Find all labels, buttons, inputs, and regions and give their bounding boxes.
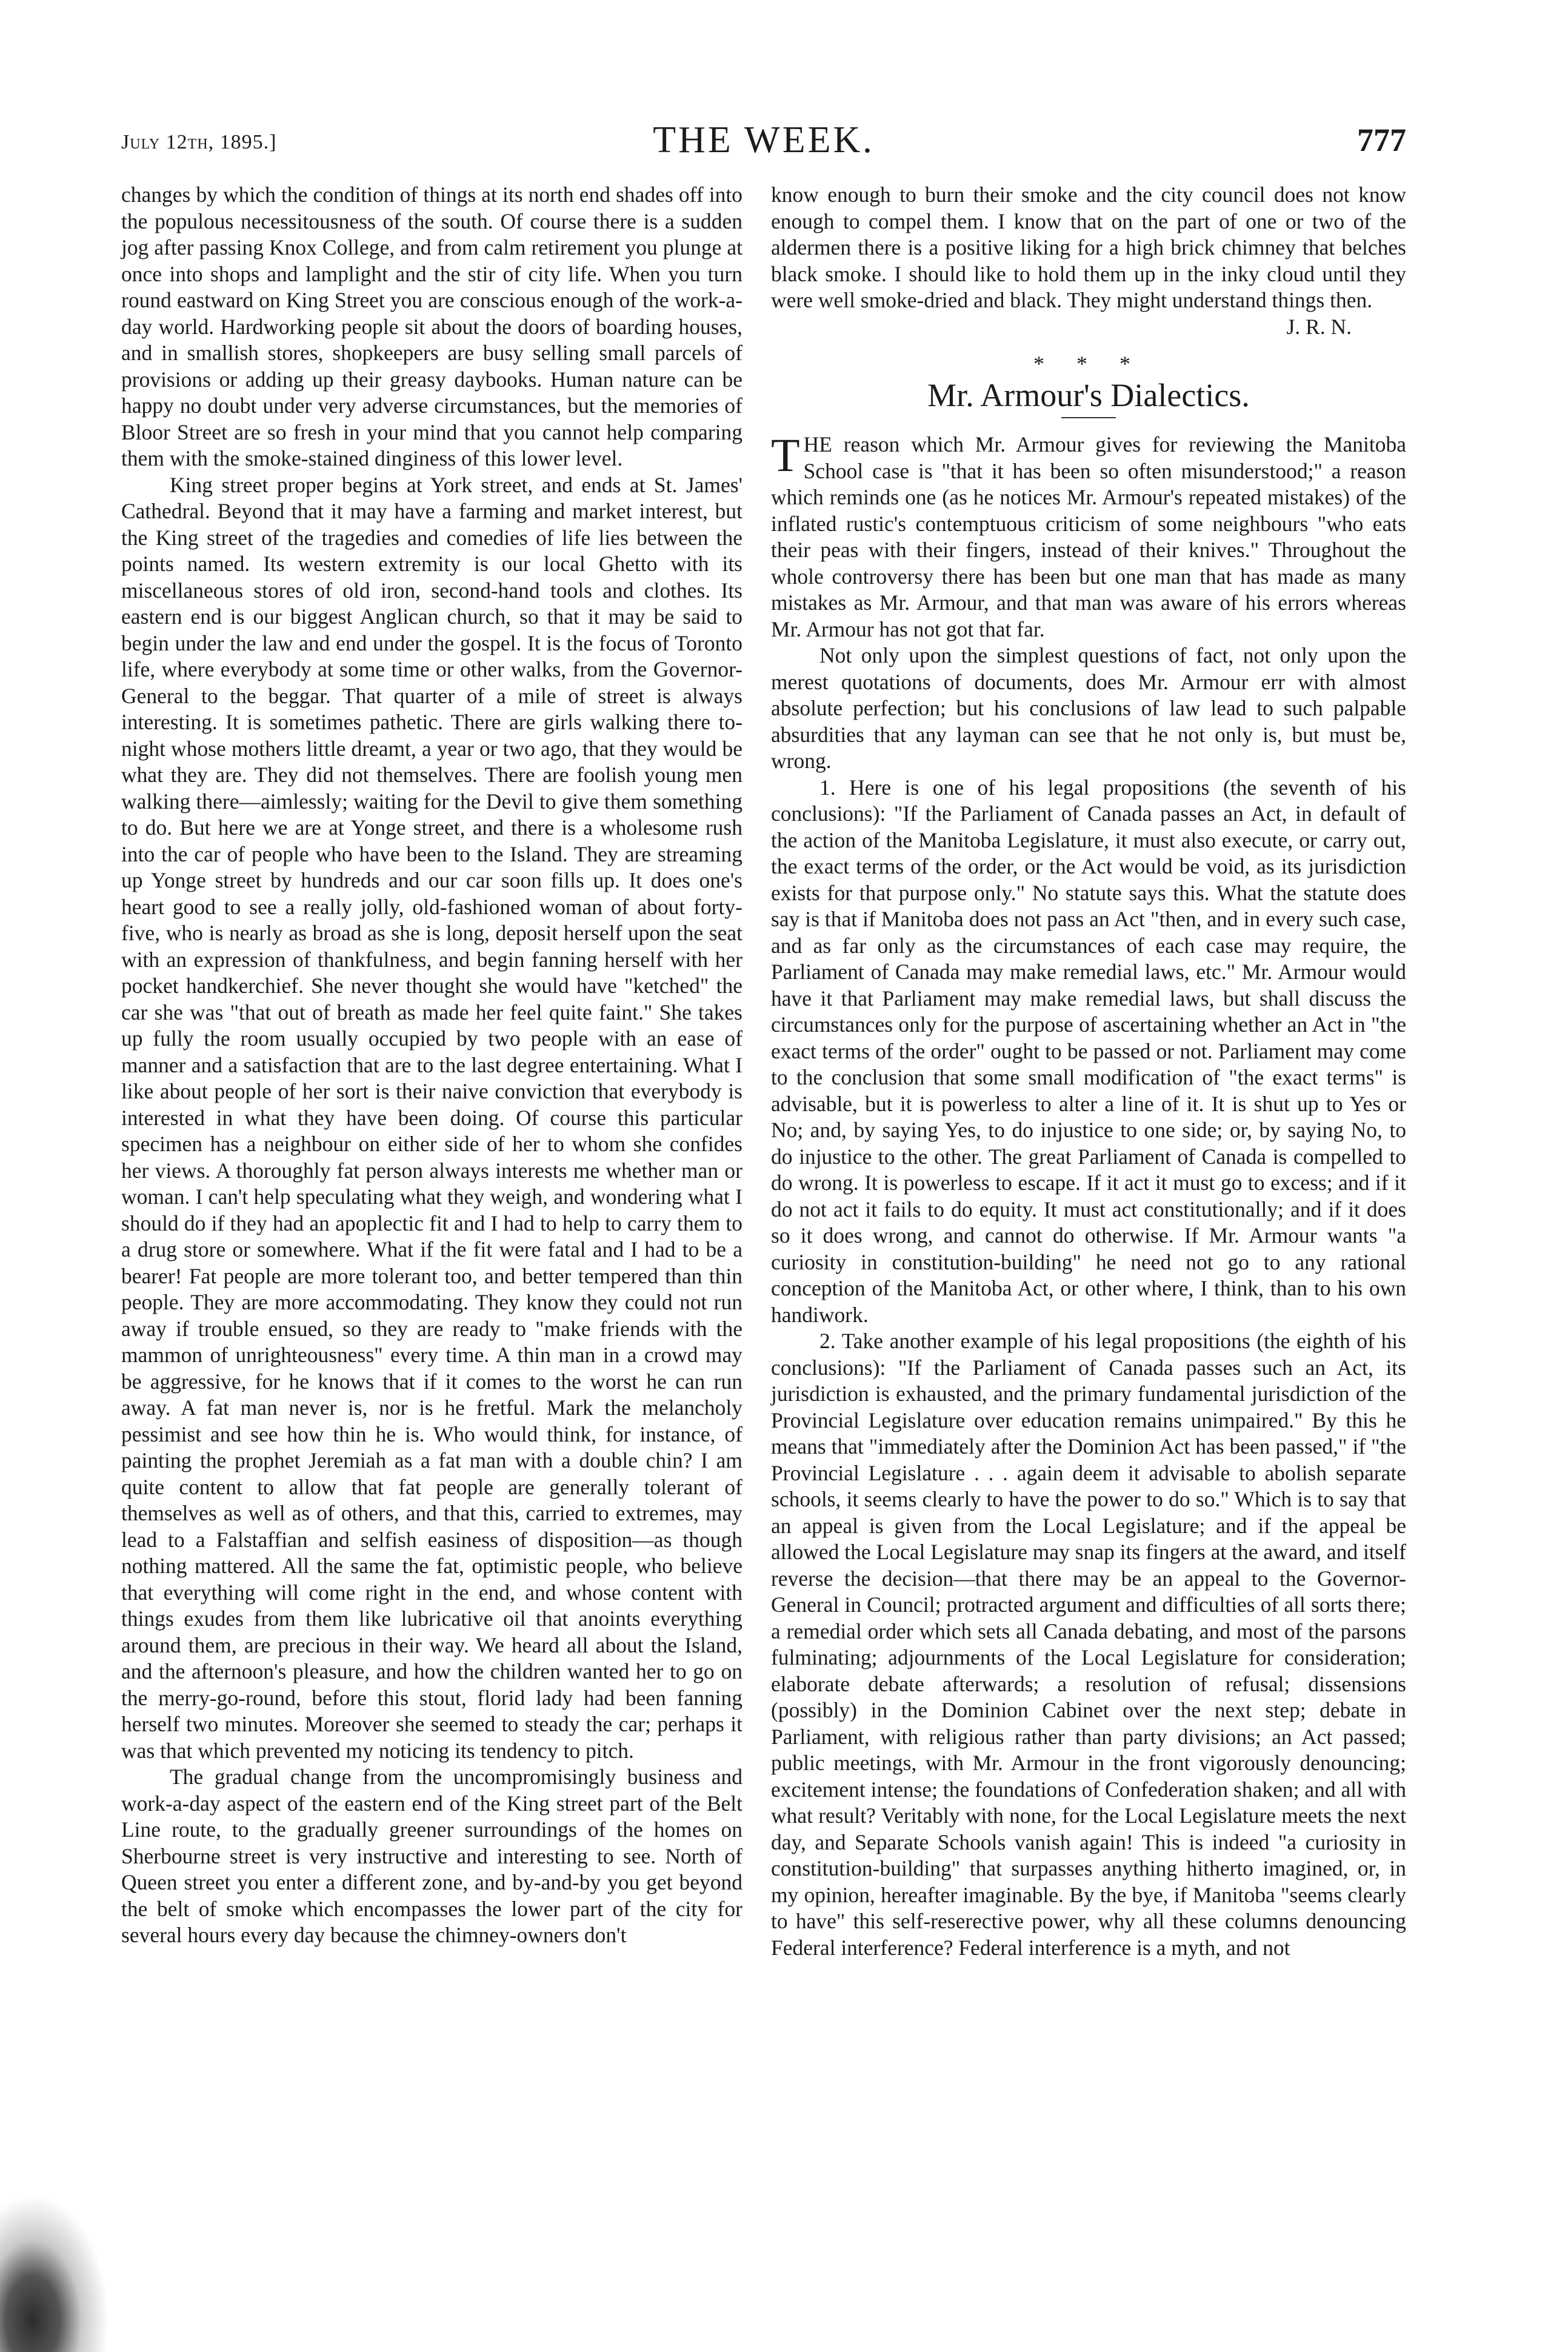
title-rule (1061, 417, 1116, 418)
article-paragraph-1: THE reason which Mr. Armour gives for reviewing the Manitoba School case is "that it has been so often misunderstood;" a reason which reminds one (as he notices Mr. Armour's repeated mistakes) of the inflated rustic's contemptuous criticism of some neighbours "who eats their peas with their fingers, instead of their knives." Throughout the whole controversy there has been but one man that has made as many mistakes as Mr. Armour, and that man was aware of his errors whereas Mr. Armour has not got that far. (771, 429, 1406, 641)
article-paragraph-4: 2. Take another example of his legal propositions (the eighth of his conclusions): "If the Parliament of Canada passes such an Act, its jurisdiction is exhausted, and the primary fundamental jurisdiction of the Provincial Legislature over education remains unimpaired." By this he means that "immediately after the Dominion Act has been passed," if "the Provincial Legislature . . . again deem it advisable to abolish separate schools, it seems clearly to have the power to do so." Which is to say that an appeal is given from the Local Legislature; and if the appeal be allowed the Local Legislature may snap its fingers at the award, and itself reverse the decision—that there may be an appeal to the Governor-General in Council; protracted argument and difficulties of all sorts there; a remedial order which sets all Canada debating, and most of the parsons fulminating; adjournments of the Local Legislature for consideration; elaborate debate afterwards; a resolution of refusal; dissensions (possibly) in the Dominion Cabinet over the next step; debate in Parliament, with religious rather than party divisions; an Act passed; public meetings, with Mr. Armour in the front vigorously denouncing; excitement intense; the foundations of Confederation shaken; and all with what result? Veritably with none, for the Local Legislature meets the next day, and Separate Schools vanish again! This is indeed "a curiosity in constitution-building" that surpasses anything hitherto imagined, or, in my opinion, hereafter imaginable. By the bye, if Manitoba "seems clearly to have" this self-reserective power, why all these columns denouncing Federal interference? Federal interference is a myth, and not (771, 1329, 1406, 1960)
article-title: Mr. Armour's Dialectics. (927, 376, 1250, 413)
article-paragraph-2: Not only upon the simplest questions of fact, not only upon the merest quotations of documents, does Mr. Armour err with almost absolute perfection; but his conclusions of law lead to such palpable absurdities that any layman can see that he not only is, but must be, wrong. (771, 643, 1406, 773)
page-header (121, 119, 1406, 161)
left-paragraph-3: The gradual change from the uncompromisingly business and work-a-day aspect of the eastern end of the King street part of the Belt Line route, to the gradually greener surroundings of the homes on Sherbourne street is very instructive and interesting to see. North of Queen street you enter a different zone, and by-and-by you get beyond the belt of smoke which encompasses the lower part of the city for several hours every day because the chimney-owners don't (121, 1765, 742, 1947)
scan-smudge (0, 2194, 109, 2352)
section-separator: * * * (1033, 352, 1144, 376)
issue-date: July 12th, 1895.] (121, 131, 277, 153)
right-column (771, 182, 1406, 1961)
publication-title: THE WEEK. (653, 119, 875, 161)
right-intro-paragraph: know enough to burn their smoke and the city council does not know enough to compel them. I know that on the part of one or two of the aldermen there is a positive liking for a high brick chimney that belches black smoke. I should like to hold them up in the inky cloud until they were well smoke-dried and black. They might understand things then. (771, 182, 1406, 312)
left-column (121, 182, 742, 1949)
left-paragraph-1: changes by which the condition of things at its north end shades off into the populous necessitousness of the south. Of course there is a sudden jog after passing Knox College, and from calm retirement you plunge at once into shops and lamplight and the stir of city life. When you turn round eastward on King Street you are conscious enough of the work-a-day world. Hardworking people sit about the doors of boarding houses, and in smallish stores, shopkeepers are busy selling small parcels of provisions or adding up their greasy daybooks. Human nature can be happy no doubt under very adverse circumstances, but the memories of Bloor Street are so fresh in your mind that you cannot help comparing them with the smoke-stained dinginess of this lower level. (121, 182, 742, 470)
left-paragraph-2: King street proper begins at York street, and ends at St. James' Cathedral. Beyond that it may have a farming and market interest, but the King street of the tragedies and comedies of life lies between the points named. Its western extremity is our local Ghetto with its miscellaneous stores of old iron, second-hand tools and clothes. Its eastern end is our biggest Anglican church, so that it may be said to begin under the law and end under the gospel. It is the focus of Toronto life, where everybody at some time or other walks, from the Governor-General to the beggar. That quarter of a mile of street is always interesting. It is sometimes pathetic. There are girls walking there to-night whose mothers little dreamt, a year or two ago, that they would be what they are. They did not themselves. There are foolish young men walking there—aimlessly; waiting for the Devil to give them something to do. But here we are at Yonge street, and there is a wholesome rush into the car of people who have been to the Island. They are streaming up Yonge street by hundreds and our car soon fills up. It does one's heart good to see a really jolly, old-fashioned woman of about forty-five, who is nearly as broad as she is long, deposit herself upon the seat with an expression of thankfulness, and begin fanning herself with her pocket handkerchief. She never thought she would have "ketched" the car she was "that out of breath as made her feel quite faint." She takes up fully the room usually occupied by two people with an ease of manner and a satisfaction that are to the last degree entertaining. What I like about people of her sort is their naive conviction that everybody is interested in what they have been doing. Of course this particular specimen has a neighbour on either side of her to whom she confides her views. A thoroughly fat person always interests me whether man or woman. I can't help speculating what they weigh, and wondering what I should do if they had an apoplectic fit and I had to help to carry them to a drug store or somewhere. What if the fit were fatal and I had to be a bearer! Fat people are more tolerant too, and better tempered than thin people. They are more accommodating. They know they could not run away if trouble ensued, so they are ready to "make friends with the mammon of unrighteousness" every time. A thin man in a crowd may be aggressive, for he knows that if it comes to the worst he can run away. A fat man never is, nor is he fretful. Mark the melancholy pessimist and see how thin he is. Who would think, for instance, of painting the prophet Jeremiah as a fat man with a double chin? I am quite content to allow that fat people are generally tolerant of themselves as well as of others, and that this, carried to extremes, may lead to a Falstaffian and selfish easiness of disposition—as though nothing mattered. All the same the fat, optimistic people, who believe that everything will come right in the end, and whose content with things exudes from them like lubricative oil that anoints everything around them, are precious in their way. We heard all about the Island, and the afternoon's pleasure, and how the children wanted her to go on the merry-go-round, before this stout, florid lady had been fanning herself two minutes. Moreover she seemed to steady the car; perhaps it was that which prevented my noticing its tendency to pitch. (121, 472, 742, 1763)
page-number: 777 (1357, 122, 1406, 158)
author-signature: J. R. N. (1286, 314, 1352, 339)
article-paragraph-3: 1. Here is one of his legal propositions (the seventh of his conclusions): "If the Parliament of Canada passes an Act, in default of the action of the Manitoba Legislature, it must also execute, or carry out, the exact terms of the order, or the Act would be void, as its jurisdiction exists for that purpose only." No statute says this. What the statute does say is that if Manitoba does not pass an Act "then, and in every such case, and as far only as the circumstances of each case may require, the Parliament of Canada may make remedial laws, etc." Mr. Armour would have it that Parliament may make remedial laws, but shall discuss the circumstances only for the purpose of ascertaining whether an Act in "the exact terms of the order" ought to be passed or not. Parliament may come to the conclusion that some small modification of "the exact terms" is advisable, but it is powerless to alter a line of it. It is shut up to Yes or No; and, by saying Yes, to do injustice to one side; or, by saying No, to do injustice to the other. The great Parliament of Canada is compelled to do wrong. It is powerless to escape. If it act it must go to excess; and if it do not act it fails to do equity. It must act constitutionally; and if it does so it does wrong, and cannot do otherwise. If Mr. Armour wants "a curiosity in constitution-building" he need not go to any rational conception of the Manitoba Act, or other where, I think, than to his own handiwork. (771, 775, 1406, 1327)
